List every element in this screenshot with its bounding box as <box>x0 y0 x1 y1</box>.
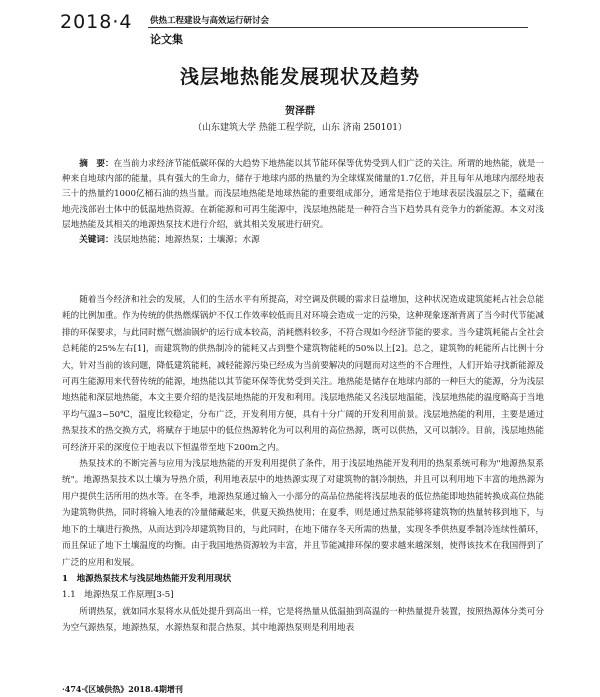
keywords-text: 浅层地热能；地源热泵；土壤源；水源 <box>113 235 260 245</box>
body-paragraph-3: 所谓热泵，就如同水泵将水从低处提升到高出一样，它是将热量从低温抽到高温的一种热量提升装置，按照热源体分类可分为空气源热泵，地源热泵，水源热泵和混合热泵，其中地源热泵则是利用地表 <box>62 606 544 634</box>
section-heading-1: 1 地源热泵技术与浅层地热能开发利用现状 <box>62 573 232 584</box>
page-footer: ·474·《区域供热》2018.4期增刊 <box>62 684 183 694</box>
section-label: 论文集 <box>150 33 183 46</box>
author-name: 贺泽群 <box>285 106 315 117</box>
abstract-block <box>62 157 544 233</box>
author-affiliation: （山东建筑大学 热能工程学院，山东 济南 250101） <box>193 123 407 133</box>
body-paragraph-1: 随着当今经济和社会的发展，人们的生活水平有所提高，对空调及供暖的需求日益增加，这种状况造成建筑能耗占社会总能耗的比例加重。作为传统的供热燃煤锅炉不仅工作效率较低而且对环境会造成一定的污染，这种现象逐渐背离了当今时代节能减排的环保要求，与此同时燃气燃油锅炉的运行成本较高，消耗燃料较多，不符合现如今经济节能的要求。当今建筑耗能占全社会总耗能的25%左右[1]，而建筑物的供热制冷的能耗又占到整个建筑物能耗的50%以上[2]。总之，建筑物的耗能所占比例十分大，针对当前的该问题，降低建筑能耗，减轻能源污染已经成为当前要解决的问题而对这些的不合理性，人们开始寻找新能源及可再生能源用来代替传统的能源，地热能以其节能环保等优势受到关注。地热能是储存在地球内部的一种巨大的能源，分为浅层地热能和深层地热能，本文主要介绍的是浅层地热能的开发和利用。浅层地热能又名浅层地温能，浅层地热能的温度略高于当地平均气温3~50℃，温度比较稳定，分布广泛，开发利用方便，具有十分广阔的开发利用前景。浅层地热能的利用，主要是通过热泵技术的热交换方式，将赋存于地层中的低位热源转化为可以利用的高位热源，既可以供热，又可以制冷。目前，浅层地热能可经济开采的深度位于地表以下恒温带至地下200m之内。 <box>62 295 544 453</box>
keywords-block <box>62 233 544 248</box>
subsection-heading-1-1: 1.1 地源热泵工作原理[3-5] <box>62 590 174 601</box>
article-title: 浅层地热能发展现状及趋势 <box>179 66 420 88</box>
abstract-text: 在当前力求经济节能低碳环保的大趋势下地热能以其节能环保等优势受到人们广泛的关注。所谓的地热能，就是一种来自地球内部的能量，具有强大的生命力，储存于地球内部的热量约为全球煤炭储量的1.7亿倍，并且每年从地球内部经地表三十的热量约1000亿桶石油的热当量。而浅层地热能是地球热能的重要组成部分，通常是指位于地球表层浅温层之下，蕴藏在地壳浅部岩土体中的低温地热资源。在新能源和可再生能源中，浅层地热能是一种符合当下趋势具有竞争力的新能源。本文对浅层地热能及其相关的地源热泵技术进行介绍，就其相关发展进行研究。 <box>62 159 544 230</box>
journal-name: 供热工程建设与高效运行研讨会 <box>150 16 270 26</box>
body-paragraph-2: 热泵技术的不断完善与应用为浅层地热能的开发利用提供了条件，用于浅层地热能开发利用的热泵系统可称为"地源热泵系统"。地源热泵技术以土壤为导热介质，利用地表层中的地热源实现了对建筑物的制冷制热，并且可以利用地下丰富的地热源为用户提供生活所用的热水等。在冬季，地源热泵通过输入一小部分的高品位热能将浅层地表的低位热能即地热能转换成高位热能为建筑物供热，同时将输入地表的冷量储藏起来，供夏天换热使用；在夏季，则是通过热泵能够将建筑物的热量转移到地下，与地下的土壤进行换热，从而达到冷却建筑物目的，与此同时，在地下储存冬天所需的热量，实现冬季供热夏季制冷连续性循环，而且保证了地下土壤温度的均衡。由于我国地热资源较为丰富，并且节能减排环保的要求越来越深刻，使得该技术在我国得到了广泛的应用和发展。 <box>62 459 544 568</box>
issue-number: 2018·4 <box>60 11 133 33</box>
article-body <box>62 292 544 637</box>
abstract-label: 摘 要： <box>79 159 114 169</box>
keywords-label: 关键词： <box>79 235 114 245</box>
header-divider <box>148 27 528 28</box>
